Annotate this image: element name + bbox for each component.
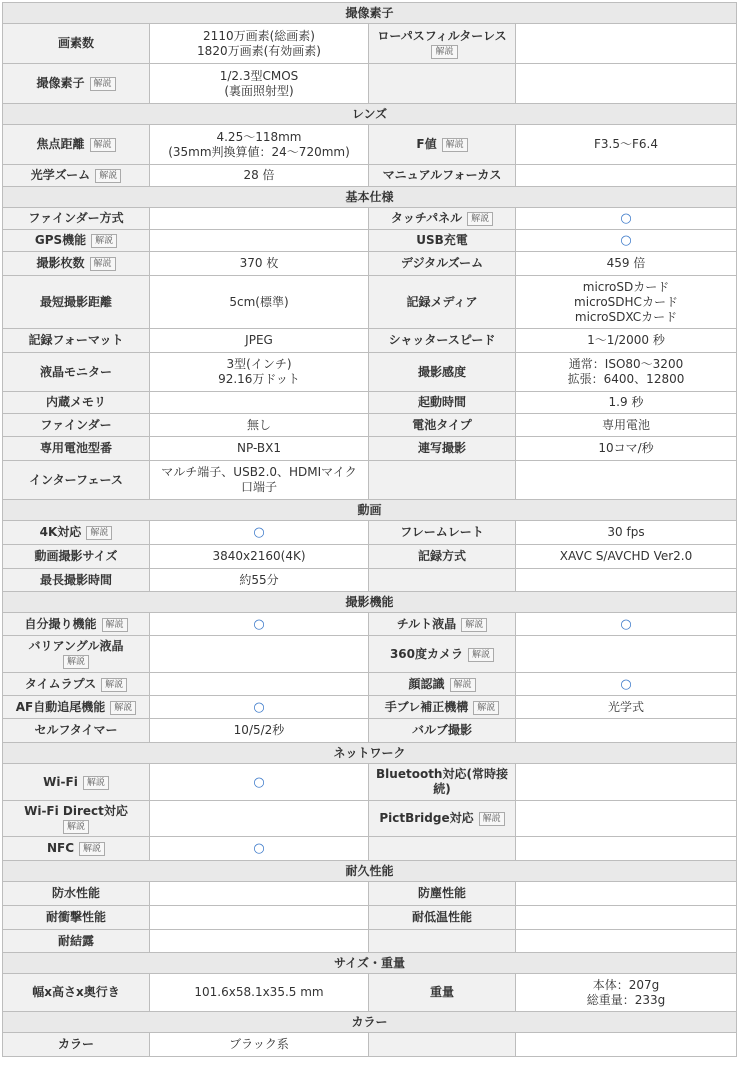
label-weight: 重量: [369, 974, 516, 1012]
label-selftimer: セルフタイマー: [3, 719, 150, 743]
label-interface: インターフェース: [3, 461, 150, 500]
value-coldproof: [516, 906, 737, 930]
help-button-sensor-type[interactable]: 解説: [90, 77, 116, 91]
help-button-360[interactable]: 解説: [468, 648, 494, 662]
section-header-movie: 動画: [3, 500, 737, 521]
value-minfocus: 5cm(標準): [150, 276, 369, 329]
supported-circle-icon: ○: [253, 774, 265, 790]
label-tilt: チルト液晶 解説: [369, 613, 516, 636]
help-button-wifi[interactable]: 解説: [83, 776, 109, 790]
empty-cell: [516, 837, 737, 861]
value-waterproof: [150, 882, 369, 906]
value-fnum: F3.5～F6.4: [516, 125, 737, 165]
value-bulb: [516, 719, 737, 743]
supported-circle-icon: ○: [253, 616, 265, 632]
label-face: 顔認識 解説: [369, 673, 516, 696]
empty-cell: [369, 930, 516, 953]
help-button-nfc[interactable]: 解説: [79, 842, 105, 856]
label-lowpass: ローパスフィルターレス解説: [369, 24, 516, 64]
help-button-wifidirect[interactable]: 解説: [63, 820, 89, 834]
supported-circle-icon: ○: [620, 616, 632, 632]
label-4k: 4K対応 解説: [3, 521, 150, 545]
label-minfocus: 最短撮影距離: [3, 276, 150, 329]
value-media: microSDカード microSDHCカード microSDXCカード: [516, 276, 737, 329]
label-pictbridge: PictBridge対応 解説: [369, 801, 516, 837]
supported-circle-icon: ○: [253, 525, 265, 540]
help-button-touch[interactable]: 解説: [467, 212, 493, 226]
label-dimensions: 幅x高さx奥行き: [3, 974, 150, 1012]
label-lcd: 液晶モニター: [3, 353, 150, 392]
label-wifidirect: Wi-Fi Direct対応 解説: [3, 801, 150, 837]
label-360: 360度カメラ 解説: [369, 636, 516, 673]
label-condensation: 耐結露: [3, 930, 150, 953]
label-fnum: F値 解説: [369, 125, 516, 165]
value-lcd: 3型(インチ) 92.16万ドット: [150, 353, 369, 392]
value-sensor-type: 1/2.3型CMOS (裏面照射型): [150, 64, 369, 104]
value-iso: 通常：ISO80～3200 拡張：6400、12800: [516, 353, 737, 392]
label-timelapse: タイムラプス 解説: [3, 673, 150, 696]
supported-circle-icon: ○: [620, 676, 632, 692]
label-shockproof: 耐衝撃性能: [3, 906, 150, 930]
value-gps: [150, 230, 369, 252]
section-header-network: ネットワーク: [3, 743, 737, 764]
label-gps: GPS機能 解説: [3, 230, 150, 252]
label-finder: ファインダー: [3, 414, 150, 437]
label-wifi: Wi-Fi 解説: [3, 764, 150, 801]
value-color: ブラック系: [150, 1033, 369, 1057]
help-button-face[interactable]: 解説: [450, 678, 476, 692]
section-header-basic: 基本仕様: [3, 187, 737, 208]
value-memory: [150, 392, 369, 414]
value-finder: 無し: [150, 414, 369, 437]
empty-cell: [369, 1033, 516, 1057]
label-finder-type: ファインダー方式: [3, 208, 150, 230]
label-battery-model: 専用電池型番: [3, 437, 150, 461]
help-button-optzoom[interactable]: 解説: [95, 169, 121, 183]
value-weight: 本体：207g 総重量：233g: [516, 974, 737, 1012]
label-pixels: 画素数: [3, 24, 150, 64]
label-framerate: フレームレート: [369, 521, 516, 545]
help-button-variangle[interactable]: 解説: [63, 655, 89, 669]
help-button-4k[interactable]: 解説: [86, 526, 112, 540]
label-dustproof: 防塵性能: [369, 882, 516, 906]
empty-cell: [516, 930, 737, 953]
label-maxrec: 最長撮影時間: [3, 569, 150, 592]
label-manualfocus: マニュアルフォーカス: [369, 165, 516, 187]
label-coldproof: 耐低温性能: [369, 906, 516, 930]
label-color: カラー: [3, 1033, 150, 1057]
help-button-tilt[interactable]: 解説: [461, 618, 487, 632]
label-sensor-type: 撮像素子 解説: [3, 64, 150, 104]
supported-circle-icon: ○: [620, 211, 632, 226]
value-dustproof: [516, 882, 737, 906]
empty-cell: [369, 461, 516, 500]
value-timelapse: [150, 673, 369, 696]
supported-circle-icon: ○: [253, 699, 265, 715]
empty-cell: [369, 569, 516, 592]
label-focal: 焦点距離 解説: [3, 125, 150, 165]
label-stabilizer: 手ブレ補正機構 解説: [369, 696, 516, 719]
value-moviesize: 3840x2160(4K): [150, 545, 369, 569]
value-touch: [516, 208, 737, 230]
label-aftrack: AF自動追尾機能 解説: [3, 696, 150, 719]
value-maxrec: 約55分: [150, 569, 369, 592]
label-shutter: シャッタースピード: [369, 329, 516, 353]
label-format: 記録フォーマット: [3, 329, 150, 353]
value-focal: 4.25～118mm (35mm判換算値：24～720mm): [150, 125, 369, 165]
label-shots: 撮影枚数 解説: [3, 252, 150, 276]
section-header-color: カラー: [3, 1012, 737, 1033]
value-wifidirect: [150, 801, 369, 837]
supported-circle-icon: ○: [620, 233, 632, 248]
value-shots-link[interactable]: 370 枚: [150, 252, 369, 276]
value-selfie: [150, 613, 369, 636]
label-recmethod: 記録方式: [369, 545, 516, 569]
value-pictbridge: [516, 801, 737, 837]
value-interface: マルチ端子、USB2.0、HDMIマイク 口端子: [150, 461, 369, 500]
value-360: [516, 636, 737, 673]
section-header-sensor: 撮像素子: [3, 3, 737, 24]
empty-cell: [369, 837, 516, 861]
label-moviesize: 動画撮影サイズ: [3, 545, 150, 569]
value-condensation: [150, 930, 369, 953]
value-stabilizer: 光学式: [516, 696, 737, 719]
help-button-gps[interactable]: 解説: [91, 234, 117, 248]
value-battery-model: NP-BX1: [150, 437, 369, 461]
supported-circle-icon: ○: [253, 841, 265, 856]
help-button-stabilizer[interactable]: 解説: [473, 701, 499, 715]
value-optzoom-link[interactable]: 28 倍: [150, 165, 369, 187]
label-iso: 撮影感度: [369, 353, 516, 392]
label-bluetooth: Bluetooth対応(常時接続): [369, 764, 516, 801]
value-battery: 専用電池: [516, 414, 737, 437]
help-button-selfie[interactable]: 解説: [102, 618, 128, 632]
empty-cell: [516, 1033, 737, 1057]
label-battery: 電池タイプ: [369, 414, 516, 437]
label-usbcharge: USB充電: [369, 230, 516, 252]
value-framerate-link[interactable]: 30 fps: [516, 521, 737, 545]
label-nfc: NFC 解説: [3, 837, 150, 861]
value-selftimer: 10/5/2秒: [150, 719, 369, 743]
value-finder-type: [150, 208, 369, 230]
help-button-fnum[interactable]: 解説: [442, 138, 468, 152]
label-burst: 連写撮影: [369, 437, 516, 461]
value-startup: 1.9 秒: [516, 392, 737, 414]
value-digzoom: 459 倍: [516, 252, 737, 276]
value-wifi: [150, 764, 369, 801]
value-format: JPEG: [150, 329, 369, 353]
section-header-functions: 撮影機能: [3, 592, 737, 613]
help-button-shots[interactable]: 解説: [90, 257, 116, 271]
empty-cell: [369, 64, 516, 104]
help-button-timelapse[interactable]: 解説: [101, 678, 127, 692]
label-touch: タッチパネル 解説: [369, 208, 516, 230]
label-variangle: バリアングル液晶 解説: [3, 636, 150, 673]
value-dimensions: 101.6x58.1x35.5 mm: [150, 974, 369, 1012]
value-face: [516, 673, 737, 696]
empty-cell: [516, 461, 737, 500]
label-memory: 内蔵メモリ: [3, 392, 150, 414]
value-4k: [150, 521, 369, 545]
label-selfie: 自分撮り機能 解説: [3, 613, 150, 636]
value-manualfocus: [516, 165, 737, 187]
spec-table: [2, 2, 737, 1057]
value-aftrack: [150, 696, 369, 719]
value-pixels: 2110万画素(総画素) 1820万画素(有効画素): [150, 24, 369, 64]
help-button-aftrack[interactable]: 解説: [110, 701, 136, 715]
label-startup: 起動時間: [369, 392, 516, 414]
section-header-size: サイズ・重量: [3, 953, 737, 974]
section-header-durability: 耐久性能: [3, 861, 737, 882]
label-bulb: バルブ撮影: [369, 719, 516, 743]
label-optzoom: 光学ズーム 解説: [3, 165, 150, 187]
help-button-pictbridge[interactable]: 解説: [479, 812, 505, 826]
value-recmethod: XAVC S/AVCHD Ver2.0: [516, 545, 737, 569]
label-media: 記録メディア: [369, 276, 516, 329]
value-lowpass: [516, 24, 737, 64]
help-button-focal[interactable]: 解説: [90, 138, 116, 152]
label-digzoom: デジタルズーム: [369, 252, 516, 276]
value-tilt: [516, 613, 737, 636]
value-burst: 10コマ/秒: [516, 437, 737, 461]
value-bluetooth: [516, 764, 737, 801]
value-variangle: [150, 636, 369, 673]
empty-cell: [516, 569, 737, 592]
help-button-lowpass[interactable]: 解説: [431, 45, 457, 59]
section-header-lens: レンズ: [3, 104, 737, 125]
value-shockproof: [150, 906, 369, 930]
value-shutter: 1～1/2000 秒: [516, 329, 737, 353]
label-waterproof: 防水性能: [3, 882, 150, 906]
value-usbcharge: [516, 230, 737, 252]
empty-cell: [516, 64, 737, 104]
value-nfc: [150, 837, 369, 861]
